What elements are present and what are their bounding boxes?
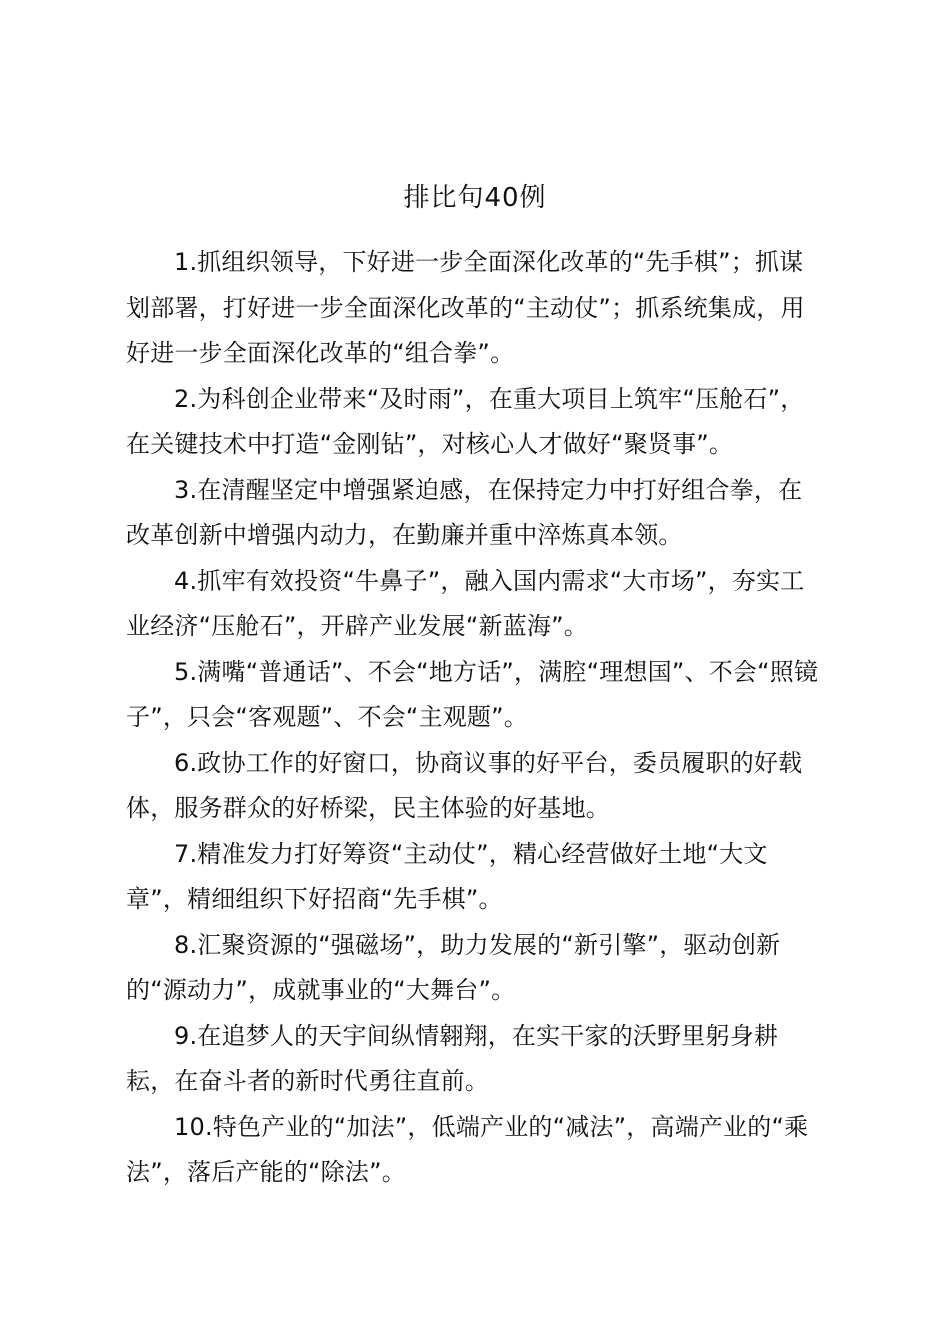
paragraph-2: 2.为科创企业带来“及时雨”，在重大项目上筑牢“压舱石”，在关键技术中打造“金刚钻”，对核心人才做好“聚贤事”。 [126,384,805,458]
paragraph-3: 3.在清醒坚定中增强紧迫感，在保持定力中打好组合拳，在改革创新中增强内动力，在勤廉并重中淬炼真本领。 [126,475,803,549]
paragraph-4: 4.抓牢有效投资“牛鼻子”，融入国内需求“大市场”，夯实工业经济“压舱石”，开辟产业发展“新蓝海”。 [126,566,805,640]
paragraph-7: 7.精准发力打好筹资“主动仗”，精心经营做好土地“大文章”，精细组织下好招商“先手棋”。 [126,839,768,913]
paragraph-10: 10.特色产业的“加法”，低端产业的“减法”，高端产业的“乘法”，落后产能的“除法”。 [126,1112,809,1186]
paragraph-1: 1.抓组织领导，下好进一步全面深化改革的“先手棋”；抓谋划部署，打好进一步全面深化改革的“主动仗”；抓系统集成，用好进一步全面深化改革的“组合拳”。 [126,248,805,367]
paragraph-9: 9.在追梦人的天宇间纵情翱翔，在实干家的沃野里躬身耕耘，在奋斗者的新时代勇往直前。 [126,1021,779,1095]
paragraph-8: 8.汇聚资源的“强磁场”，助力发展的“新引擎”，驱动创新的“源动力”，成就事业的“大舞台”。 [126,930,781,1004]
paragraph-6: 6.政协工作的好窗口，协商议事的好平台，委员履职的好载体，服务群众的好桥梁，民主体验的好基地。 [126,748,803,822]
page-title: 排比句40例 [403,183,547,213]
document-body [126,240,826,1196]
paragraph-5: 5.满嘴“普通话”、不会“地方话”，满腔“理想国”、不会“照镜子”，只会“客观题”、不会“主观题”。 [126,657,819,731]
